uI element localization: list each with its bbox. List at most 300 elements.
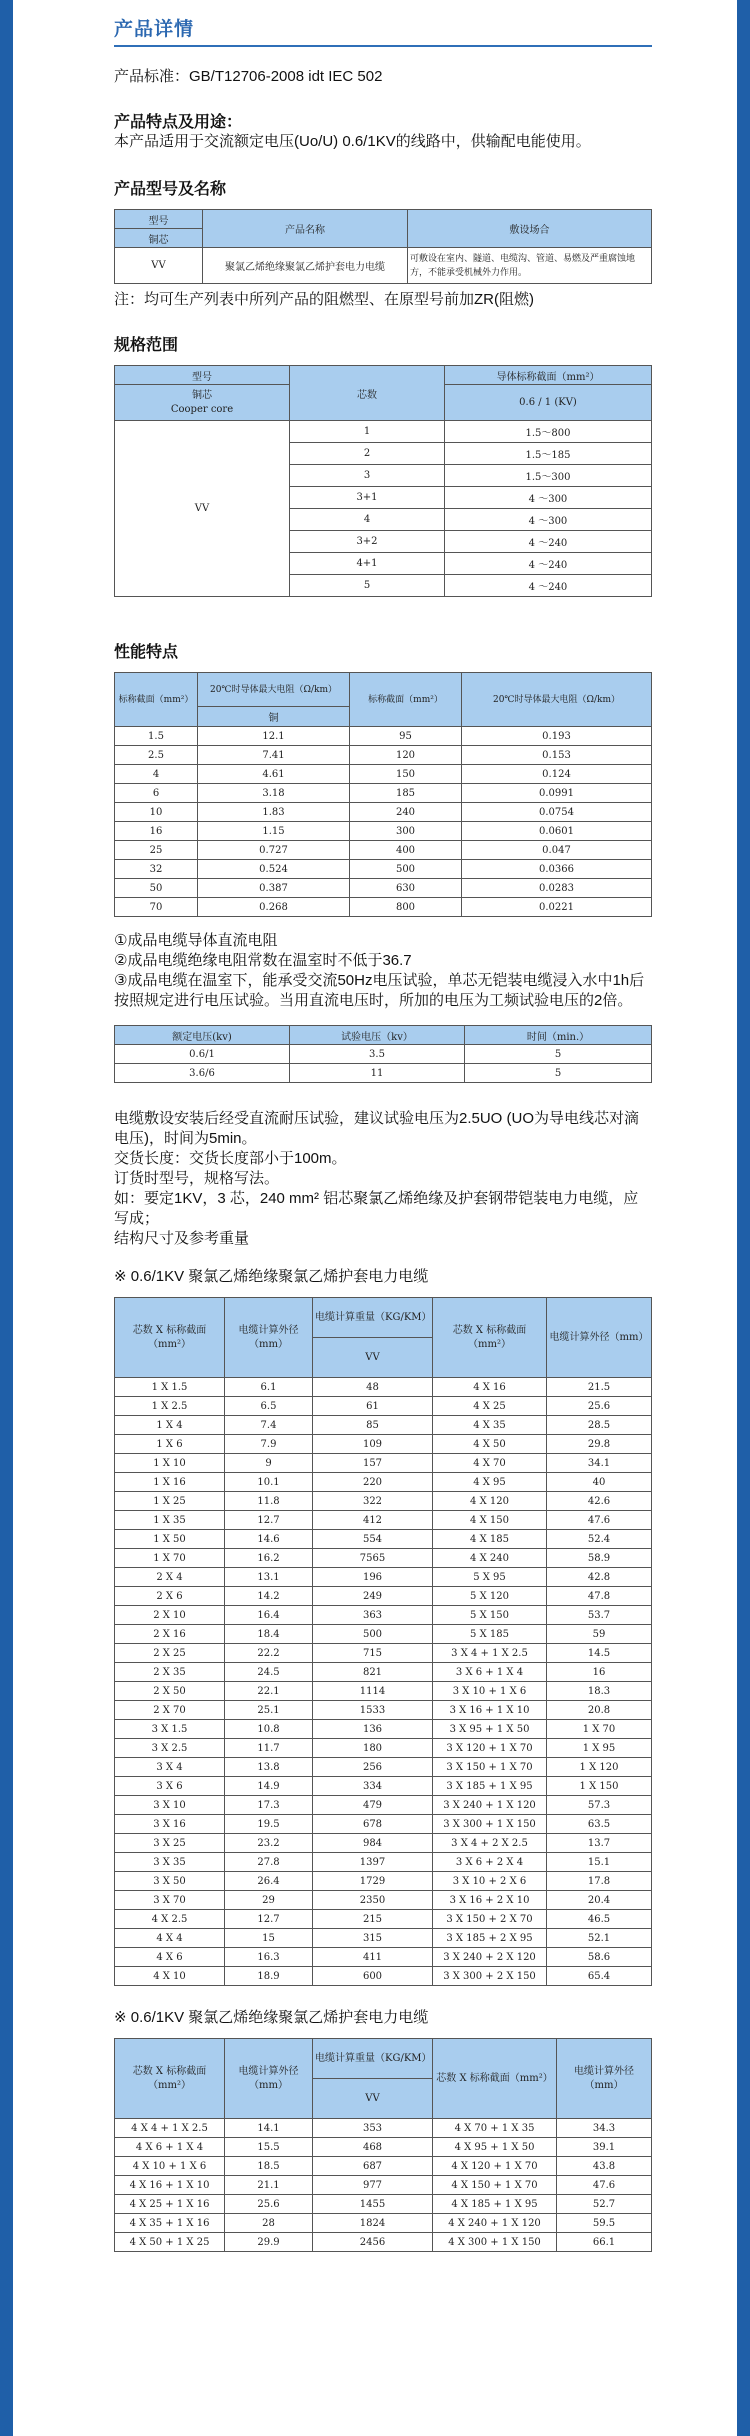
table1-cell: 4 X 240 [433, 1549, 547, 1568]
table1-cell: 3 X 4 + 1 X 2.5 [433, 1644, 547, 1663]
table1-cell: 256 [313, 1758, 433, 1777]
perf-h-area-2: 标称截面（mm²） [350, 673, 462, 727]
table1-cell: 25.6 [547, 1397, 652, 1416]
table1-cell: 3 X 2.5 [115, 1739, 225, 1758]
table1-row [115, 1929, 652, 1948]
perf-cell: 32 [115, 860, 198, 879]
table1-cell: 3 X 70 [115, 1891, 225, 1910]
table1-row [115, 1967, 652, 1986]
table1-cell: 5 X 185 [433, 1625, 547, 1644]
spec-h-cores: 芯数 [290, 366, 445, 421]
spec-cell-cores: 4+1 [290, 553, 445, 575]
perf-cell: 2.5 [115, 746, 198, 765]
voltage-h3: 时间（min.） [465, 1026, 652, 1045]
spec-body [115, 421, 652, 597]
models-cell-name: 聚氯乙烯绝缘聚氯乙烯护套电力电缆 [203, 248, 408, 284]
table1-row [115, 1891, 652, 1910]
spec-cell-area: 1.5～300 [445, 465, 652, 487]
page-title: 产品详情 [114, 19, 195, 40]
table1-cell: 25.1 [225, 1701, 313, 1720]
table1-cell: 23.2 [225, 1834, 313, 1853]
perf-cell: 1.15 [198, 822, 350, 841]
perf-row [115, 898, 652, 917]
table1-cell: 157 [313, 1454, 433, 1473]
table1 [114, 1297, 652, 1986]
table1-cell: 13.8 [225, 1758, 313, 1777]
table2-cell: 28 [225, 2214, 313, 2233]
table1-cell: 18.3 [547, 1682, 652, 1701]
table1-row [115, 1644, 652, 1663]
table1-cell: 24.5 [225, 1663, 313, 1682]
table1-cell: 26.4 [225, 1872, 313, 1891]
table1-cell: 28.5 [547, 1416, 652, 1435]
table1-cell: 63.5 [547, 1815, 652, 1834]
table1-row [115, 1948, 652, 1967]
table1-cell: 1 X 35 [115, 1511, 225, 1530]
table1-cell: 11.8 [225, 1492, 313, 1511]
table1-row [115, 1549, 652, 1568]
models-h-copper: 铜芯 [115, 229, 203, 248]
table2-cell: 4 X 150 + 1 X 70 [433, 2176, 557, 2195]
spec-cell-area: 4 ～240 [445, 553, 652, 575]
page [13, 0, 737, 2436]
models-h-type: 型号 [115, 210, 203, 229]
table1-cell: 3 X 1.5 [115, 1720, 225, 1739]
table1-cell: 14.5 [547, 1644, 652, 1663]
table1-cell: 3 X 4 [115, 1758, 225, 1777]
perf-cell: 3.18 [198, 784, 350, 803]
table1-cell: 16.3 [225, 1948, 313, 1967]
table1-row [115, 1454, 652, 1473]
voltage-h1: 额定电压(kv) [115, 1026, 290, 1045]
table2-cell: 4 X 240 + 1 X 120 [433, 2214, 557, 2233]
table2-cell: 52.7 [557, 2195, 652, 2214]
t1-h-spec2: 芯数 X 标称截面（mm²） [433, 1298, 547, 1378]
table1-row [115, 1587, 652, 1606]
table2-cell: 47.6 [557, 2176, 652, 2195]
perf-h-res-2: 20℃时导体最大电阻（Ω/km） [462, 673, 652, 727]
table2-cell: 43.8 [557, 2157, 652, 2176]
table2-cell: 1824 [313, 2214, 433, 2233]
table1-cell: 715 [313, 1644, 433, 1663]
perf-row [115, 822, 652, 841]
spec-cell-area: 4 ～240 [445, 531, 652, 553]
voltage-h2: 试验电压（kv） [290, 1026, 465, 1045]
table1-cell: 1729 [313, 1872, 433, 1891]
table1-row [115, 1511, 652, 1530]
t2-h-spec2: 芯数 X 标称截面（mm²） [433, 2039, 557, 2119]
table1-cell: 600 [313, 1967, 433, 1986]
spec-title: 规格范围 [114, 337, 179, 354]
table1-row [115, 1492, 652, 1511]
table1-cell: 1114 [313, 1682, 433, 1701]
voltage-cell: 11 [290, 1064, 465, 1083]
table1-cell: 3 X 6 + 2 X 4 [433, 1853, 547, 1872]
table1-cell: 16.2 [225, 1549, 313, 1568]
table1-cell: 15.1 [547, 1853, 652, 1872]
table1-cell: 2 X 4 [115, 1568, 225, 1587]
features-title: 产品特点及用途： [114, 114, 243, 131]
item-1: ①成品电缆导体直流电阻 [114, 932, 278, 949]
table1-cell: 47.8 [547, 1587, 652, 1606]
table1-cell: 11.7 [225, 1739, 313, 1758]
table1-cell: 20.8 [547, 1701, 652, 1720]
t1-h-spec: 芯数 X 标称截面（mm²） [115, 1298, 225, 1378]
table1-cell: 85 [313, 1416, 433, 1435]
perf-h-area-1: 标称截面（mm²） [115, 673, 198, 727]
table1-cell: 58.6 [547, 1948, 652, 1967]
perf-cell: 0.0754 [462, 803, 652, 822]
table1-cell: 3 X 16 [115, 1815, 225, 1834]
perf-h-copper: 铜 [198, 707, 350, 727]
perf-cell: 50 [115, 879, 198, 898]
table1-cell: 1 X 70 [115, 1549, 225, 1568]
table1-cell: 14.9 [225, 1777, 313, 1796]
table1-cell: 4 X 50 [433, 1435, 547, 1454]
table1-cell: 4 X 150 [433, 1511, 547, 1530]
table2-row [115, 2138, 652, 2157]
table1-cell: 315 [313, 1929, 433, 1948]
perf-cell: 7.41 [198, 746, 350, 765]
table1-cell: 4 X 10 [115, 1967, 225, 1986]
table1-cell: 479 [313, 1796, 433, 1815]
spec-cell-area: 1.5～800 [445, 421, 652, 443]
table1-cell: 61 [313, 1397, 433, 1416]
spec-table [114, 365, 652, 597]
table1-cell: 27.8 [225, 1853, 313, 1872]
para-4: 如：要定1KV，3 芯，240 mm² 铝芯聚氯乙烯绝缘及护套钢带铠装电力电缆，应写成； [114, 1190, 639, 1227]
features-text: 本产品适用于交流额定电压(Uo/U) 0.6/1KV的线路中，供输配电能使用。 [114, 133, 591, 150]
item-3: ③成品电缆在温室下，能承受交流50Hz电压试验，单芯无铠装电缆浸入水中1h后按照规定进行电压试验。当用直流电压时，所加的电压为工频试验电压的2倍。 [114, 972, 645, 1009]
table1-row [115, 1720, 652, 1739]
spec-h-copper [115, 385, 290, 421]
spec-cell-cores: 4 [290, 509, 445, 531]
spec-cell-area: 1.5～185 [445, 443, 652, 465]
table1-cell: 215 [313, 1910, 433, 1929]
perf-title: 性能特点 [114, 644, 179, 661]
table1-cell: 1 X 70 [547, 1720, 652, 1739]
spec-cell-cores: 5 [290, 575, 445, 597]
table1-row [115, 1853, 652, 1872]
table1-cell: 1 X 25 [115, 1492, 225, 1511]
perf-row [115, 879, 652, 898]
table1-cell: 3 X 10 + 1 X 6 [433, 1682, 547, 1701]
perf-row [115, 727, 652, 746]
table2-cell: 4 X 25 + 1 X 16 [115, 2195, 225, 2214]
table2-cell: 977 [313, 2176, 433, 2195]
perf-cell: 150 [350, 765, 462, 784]
perf-cell: 400 [350, 841, 462, 860]
table1-cell: 1 X 16 [115, 1473, 225, 1492]
table1-cell: 5 X 120 [433, 1587, 547, 1606]
table1-cell: 7.9 [225, 1435, 313, 1454]
spec-h-type: 型号 [115, 366, 290, 385]
table2-cell: 687 [313, 2157, 433, 2176]
table1-cell: 47.6 [547, 1511, 652, 1530]
table1-cell: 40 [547, 1473, 652, 1492]
perf-cell: 16 [115, 822, 198, 841]
perf-cell: 0.0991 [462, 784, 652, 803]
t1-h-vv: VV [313, 1338, 433, 1378]
perf-cell: 70 [115, 898, 198, 917]
spec-cell-area: 4 ～300 [445, 509, 652, 531]
table1-cell: 220 [313, 1473, 433, 1492]
table1-cell: 20.4 [547, 1891, 652, 1910]
table2-cell: 4 X 300 + 1 X 150 [433, 2233, 557, 2252]
perf-body [115, 727, 652, 917]
perf-row [115, 841, 652, 860]
table1-cell: 4 X 2.5 [115, 1910, 225, 1929]
table1-cell: 1 X 6 [115, 1435, 225, 1454]
table1-cell: 12.7 [225, 1511, 313, 1530]
table2-cell: 4 X 70 + 1 X 35 [433, 2119, 557, 2138]
note-text: 注：均可生产列表中所列产品的阻燃型、在原型号前加ZR(阻燃) [114, 291, 534, 308]
table1-row [115, 1568, 652, 1587]
perf-cell: 6 [115, 784, 198, 803]
perf-cell: 0.0366 [462, 860, 652, 879]
table1-cell: 52.1 [547, 1929, 652, 1948]
table2-cell: 21.1 [225, 2176, 313, 2195]
table1-cell: 1397 [313, 1853, 433, 1872]
table1-cell: 34.1 [547, 1454, 652, 1473]
perf-cell: 4.61 [198, 765, 350, 784]
voltage-row [115, 1045, 652, 1064]
voltage-cell: 5 [465, 1045, 652, 1064]
table2-cell: 4 X 50 + 1 X 25 [115, 2233, 225, 2252]
table1-cell: 3 X 50 [115, 1872, 225, 1891]
table1-cell: 2 X 6 [115, 1587, 225, 1606]
voltage-table [114, 1025, 652, 1083]
models-table [114, 209, 652, 284]
perf-cell: 12.1 [198, 727, 350, 746]
spec-cell-area: 4 ～300 [445, 487, 652, 509]
table1-body [115, 1378, 652, 1986]
table1-cell: 3 X 95 + 1 X 50 [433, 1720, 547, 1739]
table1-cell: 3 X 300 + 2 X 150 [433, 1967, 547, 1986]
perf-cell: 0.153 [462, 746, 652, 765]
table1-cell: 411 [313, 1948, 433, 1967]
perf-cell: 0.0221 [462, 898, 652, 917]
perf-cell: 0.387 [198, 879, 350, 898]
table1-cell: 322 [313, 1492, 433, 1511]
table1-cell: 3 X 120 + 1 X 70 [433, 1739, 547, 1758]
table2-cell: 2456 [313, 2233, 433, 2252]
table1-cell: 3 X 35 [115, 1853, 225, 1872]
table1-cell: 16.4 [225, 1606, 313, 1625]
table1-row [115, 1416, 652, 1435]
table1-cell: 109 [313, 1435, 433, 1454]
table2 [114, 2038, 652, 2252]
perf-cell: 95 [350, 727, 462, 746]
table1-cell: 13.7 [547, 1834, 652, 1853]
table2-cell: 4 X 10 + 1 X 6 [115, 2157, 225, 2176]
table1-cell: 1 X 4 [115, 1416, 225, 1435]
table1-cell: 65.4 [547, 1967, 652, 1986]
t2-h-weight: 电缆计算重量（KG/KM） [313, 2039, 433, 2079]
spec-cell-area: 4 ～240 [445, 575, 652, 597]
table1-row [115, 1796, 652, 1815]
table1-cell: 3 X 300 + 1 X 150 [433, 1815, 547, 1834]
table2-cell: 468 [313, 2138, 433, 2157]
perf-cell: 0.0283 [462, 879, 652, 898]
table1-cell: 180 [313, 1739, 433, 1758]
table1-cell: 17.8 [547, 1872, 652, 1891]
table1-cell: 53.7 [547, 1606, 652, 1625]
table2-row [115, 2195, 652, 2214]
table1-cell: 3 X 185 + 1 X 95 [433, 1777, 547, 1796]
table2-cell: 14.1 [225, 2119, 313, 2138]
table1-row [115, 1663, 652, 1682]
perf-cell: 185 [350, 784, 462, 803]
table1-cell: 3 X 10 [115, 1796, 225, 1815]
table2-cell: 34.3 [557, 2119, 652, 2138]
table1-row [115, 1397, 652, 1416]
perf-cell: 0.524 [198, 860, 350, 879]
table1-cell: 678 [313, 1815, 433, 1834]
perf-row [115, 860, 652, 879]
perf-cell: 240 [350, 803, 462, 822]
table1-cell: 2 X 10 [115, 1606, 225, 1625]
table1-cell: 15 [225, 1929, 313, 1948]
table1-cell: 3 X 25 [115, 1834, 225, 1853]
table1-cell: 1 X 10 [115, 1454, 225, 1473]
table2-title: ※ 0.6/1KV 聚氯乙烯绝缘聚氯乙烯护套电力电缆 [114, 2009, 429, 2026]
models-title: 产品型号及名称 [114, 181, 227, 198]
table2-cell: 353 [313, 2119, 433, 2138]
table1-cell: 4 X 16 [433, 1378, 547, 1397]
table1-cell: 22.2 [225, 1644, 313, 1663]
table2-cell: 4 X 120 + 1 X 70 [433, 2157, 557, 2176]
table2-row [115, 2119, 652, 2138]
perf-cell: 0.193 [462, 727, 652, 746]
perf-cell: 630 [350, 879, 462, 898]
table1-cell: 52.4 [547, 1530, 652, 1549]
spec-h-copper-cn: 铜芯 [192, 389, 212, 401]
para-1: 电缆敷设安装后经受直流耐压试验，建议试验电压为2.5UO (UO为导电线芯对滴电压)，时间为5min。 [114, 1110, 640, 1147]
table1-cell: 16 [547, 1663, 652, 1682]
table1-row [115, 1739, 652, 1758]
table1-cell: 1 X 150 [547, 1777, 652, 1796]
spec-cell-cores: 1 [290, 421, 445, 443]
table2-cell: 4 X 16 + 1 X 10 [115, 2176, 225, 2195]
perf-h-res-1: 20℃时导体最大电阻（Ω/km） [198, 673, 350, 707]
item-2: ②成品电缆绝缘电阻常数在温室时不低于36.7 [114, 952, 412, 969]
table2-cell: 25.6 [225, 2195, 313, 2214]
table1-cell: 9 [225, 1454, 313, 1473]
table1-cell: 21.5 [547, 1378, 652, 1397]
para-3: 订货时型号，规格写法。 [114, 1170, 280, 1187]
para-2: 交货长度：交货长度部小于100m。 [114, 1150, 347, 1167]
table2-row [115, 2214, 652, 2233]
spec-h-voltage: 0.6 / 1 (KV) [445, 385, 652, 421]
perf-cell: 300 [350, 822, 462, 841]
spec-h-copper-en: Cooper core [170, 403, 234, 415]
table1-cell: 3 X 240 + 1 X 120 [433, 1796, 547, 1815]
table1-row [115, 1682, 652, 1701]
table2-cell: 39.1 [557, 2138, 652, 2157]
table1-cell: 984 [313, 1834, 433, 1853]
title-bar [114, 14, 652, 47]
table1-cell: 3 X 10 + 2 X 6 [433, 1872, 547, 1891]
perf-cell: 0.727 [198, 841, 350, 860]
perf-row [115, 803, 652, 822]
table1-cell: 4 X 95 [433, 1473, 547, 1492]
table1-cell: 3 X 6 + 1 X 4 [433, 1663, 547, 1682]
perf-cell: 800 [350, 898, 462, 917]
table1-cell: 2 X 35 [115, 1663, 225, 1682]
models-h-name: 产品名称 [203, 210, 408, 248]
table1-cell: 4 X 4 [115, 1929, 225, 1948]
table1-cell: 334 [313, 1777, 433, 1796]
table1-row [115, 1777, 652, 1796]
table1-cell: 14.2 [225, 1587, 313, 1606]
table1-cell: 58.9 [547, 1549, 652, 1568]
table1-cell: 57.3 [547, 1796, 652, 1815]
table1-cell: 46.5 [547, 1910, 652, 1929]
spec-h-area: 导体标称截面（mm²） [445, 366, 652, 385]
table1-cell: 363 [313, 1606, 433, 1625]
perf-cell: 120 [350, 746, 462, 765]
table1-row [115, 1435, 652, 1454]
voltage-cell: 0.6/1 [115, 1045, 290, 1064]
table1-cell: 3 X 16 + 1 X 10 [433, 1701, 547, 1720]
table1-cell: 6.5 [225, 1397, 313, 1416]
perf-cell: 0.268 [198, 898, 350, 917]
table1-cell: 821 [313, 1663, 433, 1682]
table1-cell: 18.9 [225, 1967, 313, 1986]
table1-cell: 1 X 50 [115, 1530, 225, 1549]
table1-row [115, 1815, 652, 1834]
table1-cell: 7565 [313, 1549, 433, 1568]
perf-row [115, 765, 652, 784]
perf-table [114, 672, 652, 917]
spec-cell-model: VV [115, 421, 290, 597]
table1-row [115, 1872, 652, 1891]
t2-h-vv: VV [313, 2079, 433, 2119]
voltage-cell: 5 [465, 1064, 652, 1083]
table2-row [115, 2176, 652, 2195]
table1-row [115, 1473, 652, 1492]
table2-cell: 1455 [313, 2195, 433, 2214]
table2-cell: 4 X 35 + 1 X 16 [115, 2214, 225, 2233]
perf-cell: 1.5 [115, 727, 198, 746]
table1-cell: 4 X 70 [433, 1454, 547, 1473]
table1-cell: 18.4 [225, 1625, 313, 1644]
voltage-cell: 3.6/6 [115, 1064, 290, 1083]
voltage-cell: 3.5 [290, 1045, 465, 1064]
table1-cell: 412 [313, 1511, 433, 1530]
table1-row [115, 1606, 652, 1625]
table1-cell: 14.6 [225, 1530, 313, 1549]
table2-cell: 29.9 [225, 2233, 313, 2252]
table1-cell: 12.7 [225, 1910, 313, 1929]
table1-cell: 59 [547, 1625, 652, 1644]
table2-cell: 4 X 95 + 1 X 50 [433, 2138, 557, 2157]
table1-row [115, 1834, 652, 1853]
table1-row [115, 1758, 652, 1777]
table1-cell: 2 X 16 [115, 1625, 225, 1644]
voltage-row [115, 1064, 652, 1083]
table1-cell: 5 X 150 [433, 1606, 547, 1625]
table1-cell: 42.6 [547, 1492, 652, 1511]
table1-row [115, 1530, 652, 1549]
models-h-occasion: 敷设场合 [408, 210, 652, 248]
table2-row [115, 2233, 652, 2252]
perf-cell: 10 [115, 803, 198, 822]
table1-cell: 1533 [313, 1701, 433, 1720]
table1-cell: 500 [313, 1625, 433, 1644]
voltage-body [115, 1045, 652, 1083]
